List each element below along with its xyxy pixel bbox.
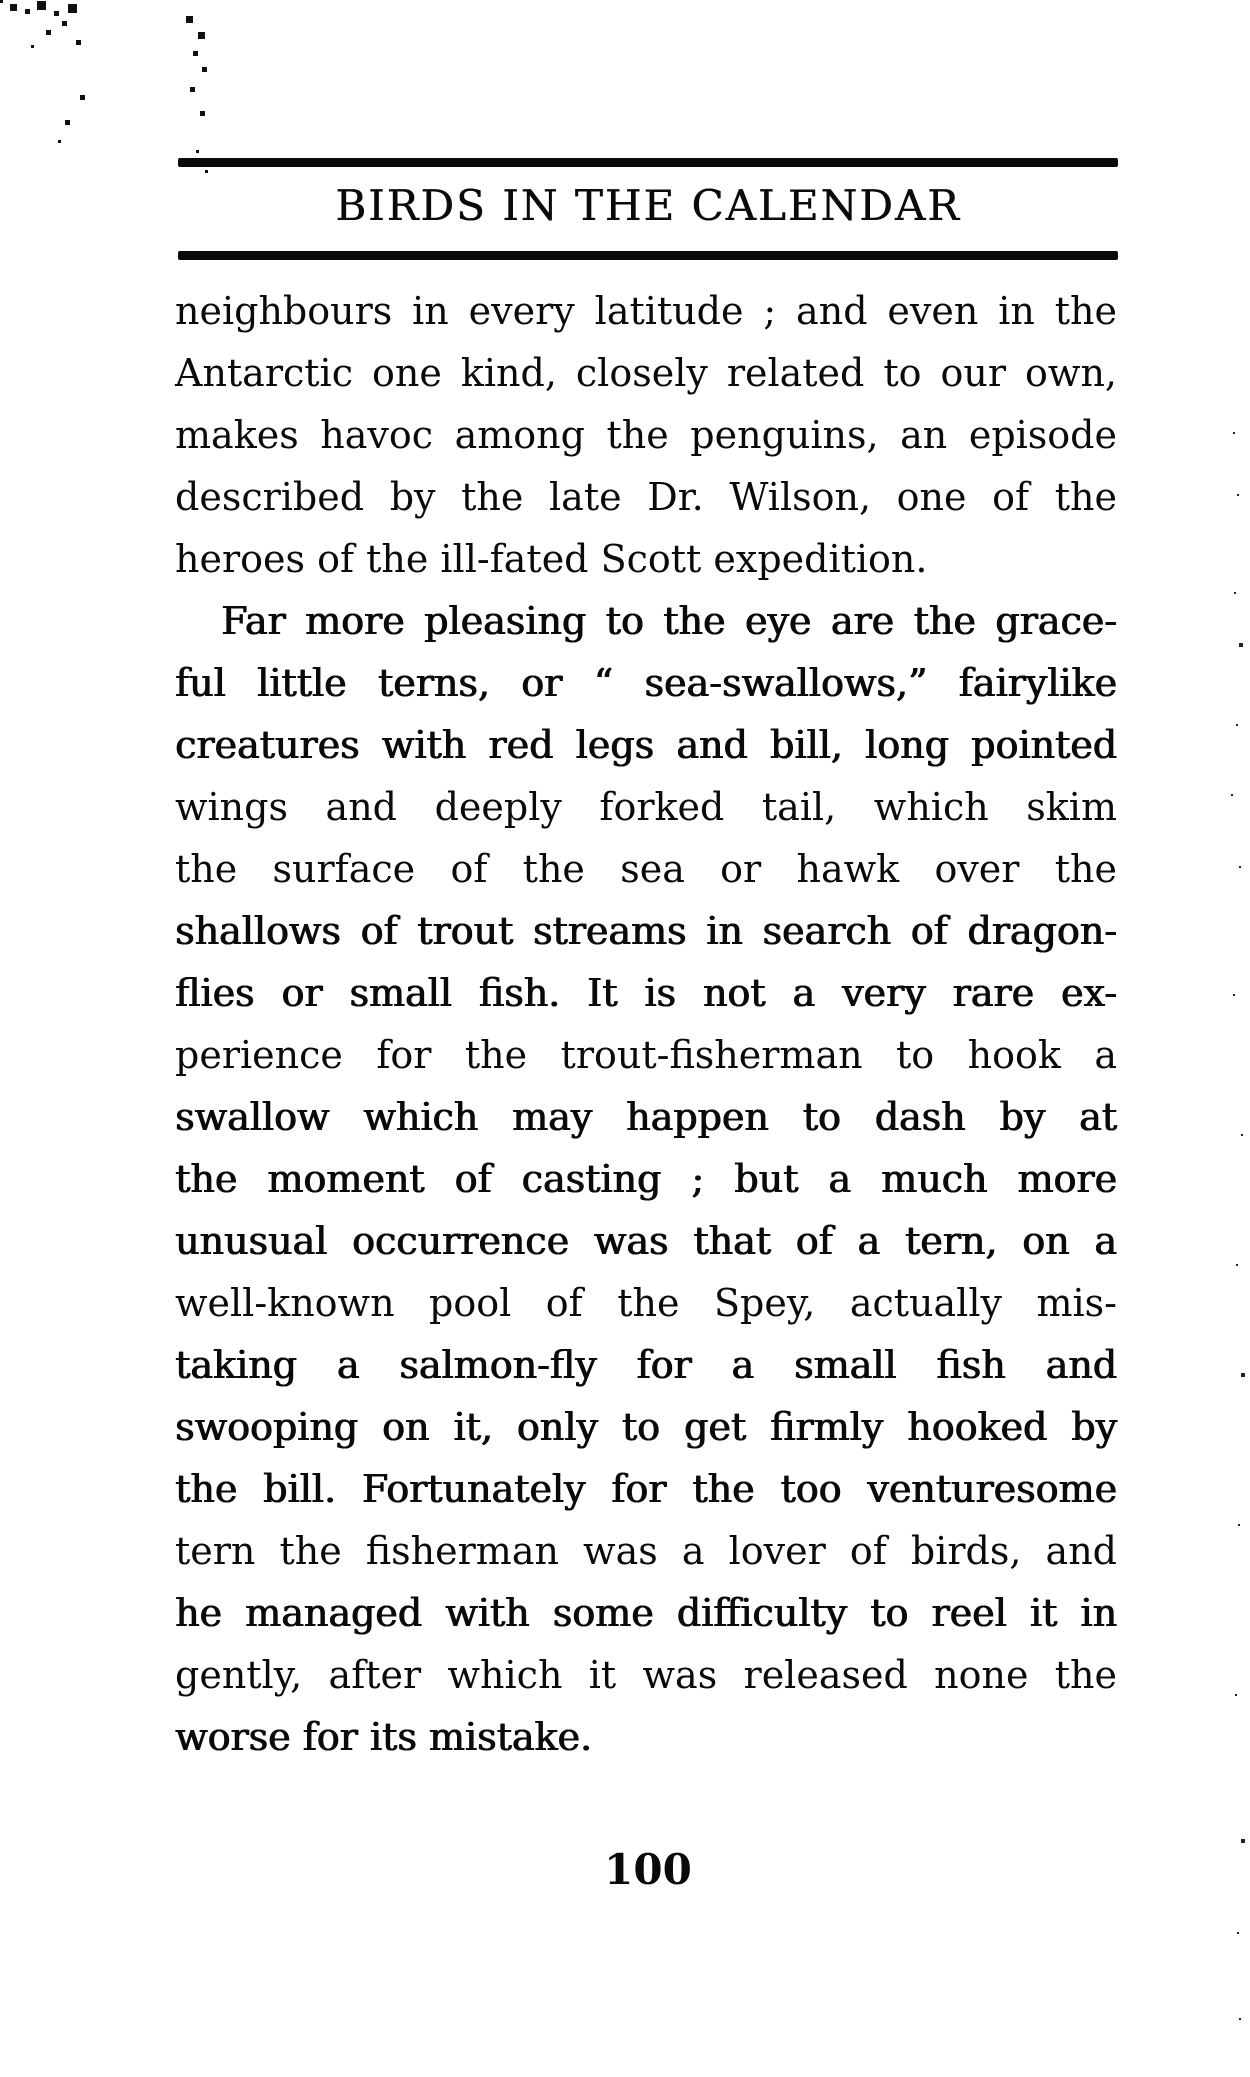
- text-line: well-known pool of the Spey, actually mis-: [175, 1281, 1117, 1325]
- header-rule-top: [178, 158, 1118, 167]
- scan-speckles-top-right: [0, 0, 3, 3]
- text-line: the surface of the sea or hawk over the: [175, 847, 1117, 891]
- text-line: unusual occurrence was that of a tern, on a: [175, 1219, 1117, 1263]
- text-line: shallows of trout streams in search of dragon-: [175, 909, 1117, 953]
- text-line: ful little terns, or “ sea-swallows,” fairylike: [175, 661, 1117, 705]
- text-line: wings and deeply forked tail, which skim: [175, 785, 1117, 829]
- text-line: makes havoc among the penguins, an episode: [175, 413, 1117, 457]
- page-number: 100: [604, 1845, 692, 1894]
- text-line: gently, after which it was released none the: [175, 1653, 1117, 1697]
- text-line: neighbours in every latitude ; and even in the: [175, 289, 1117, 333]
- text-line: swooping on it, only to get firmly hooked by: [175, 1405, 1117, 1449]
- text-line: he managed with some difficulty to reel it in: [175, 1591, 1117, 1635]
- page-header-title: BIRDS IN THE CALENDAR: [335, 181, 961, 230]
- body-text: [175, 280, 1117, 1768]
- text-line: worse for its mistake.: [175, 1715, 593, 1759]
- text-line: the bill. Fortunately for the too venturesome: [175, 1467, 1117, 1511]
- text-line: swallow which may happen to dash by at: [175, 1095, 1117, 1139]
- text-line: flies or small fish. It is not a very rare ex-: [175, 971, 1117, 1015]
- scan-speckles-right-margin: [1233, 432, 1235, 434]
- text-line: Antarctic one kind, closely related to our own,: [175, 351, 1117, 395]
- header-rule-bottom: [178, 251, 1118, 260]
- text-line: perience for the trout-fisherman to hook a: [175, 1033, 1117, 1077]
- text-line: taking a salmon-fly for a small fish and: [175, 1343, 1117, 1387]
- text-line: the moment of casting ; but a much more: [175, 1157, 1117, 1201]
- text-line: creatures with red legs and bill, long pointed: [175, 723, 1117, 767]
- text-line: Far more pleasing to the eye are the grace-: [221, 599, 1117, 643]
- text-line: described by the late Dr. Wilson, one of the: [175, 475, 1117, 519]
- text-line: heroes of the ill-fated Scott expedition.: [175, 537, 928, 581]
- text-line: tern the fisherman was a lover of birds, and: [175, 1529, 1117, 1573]
